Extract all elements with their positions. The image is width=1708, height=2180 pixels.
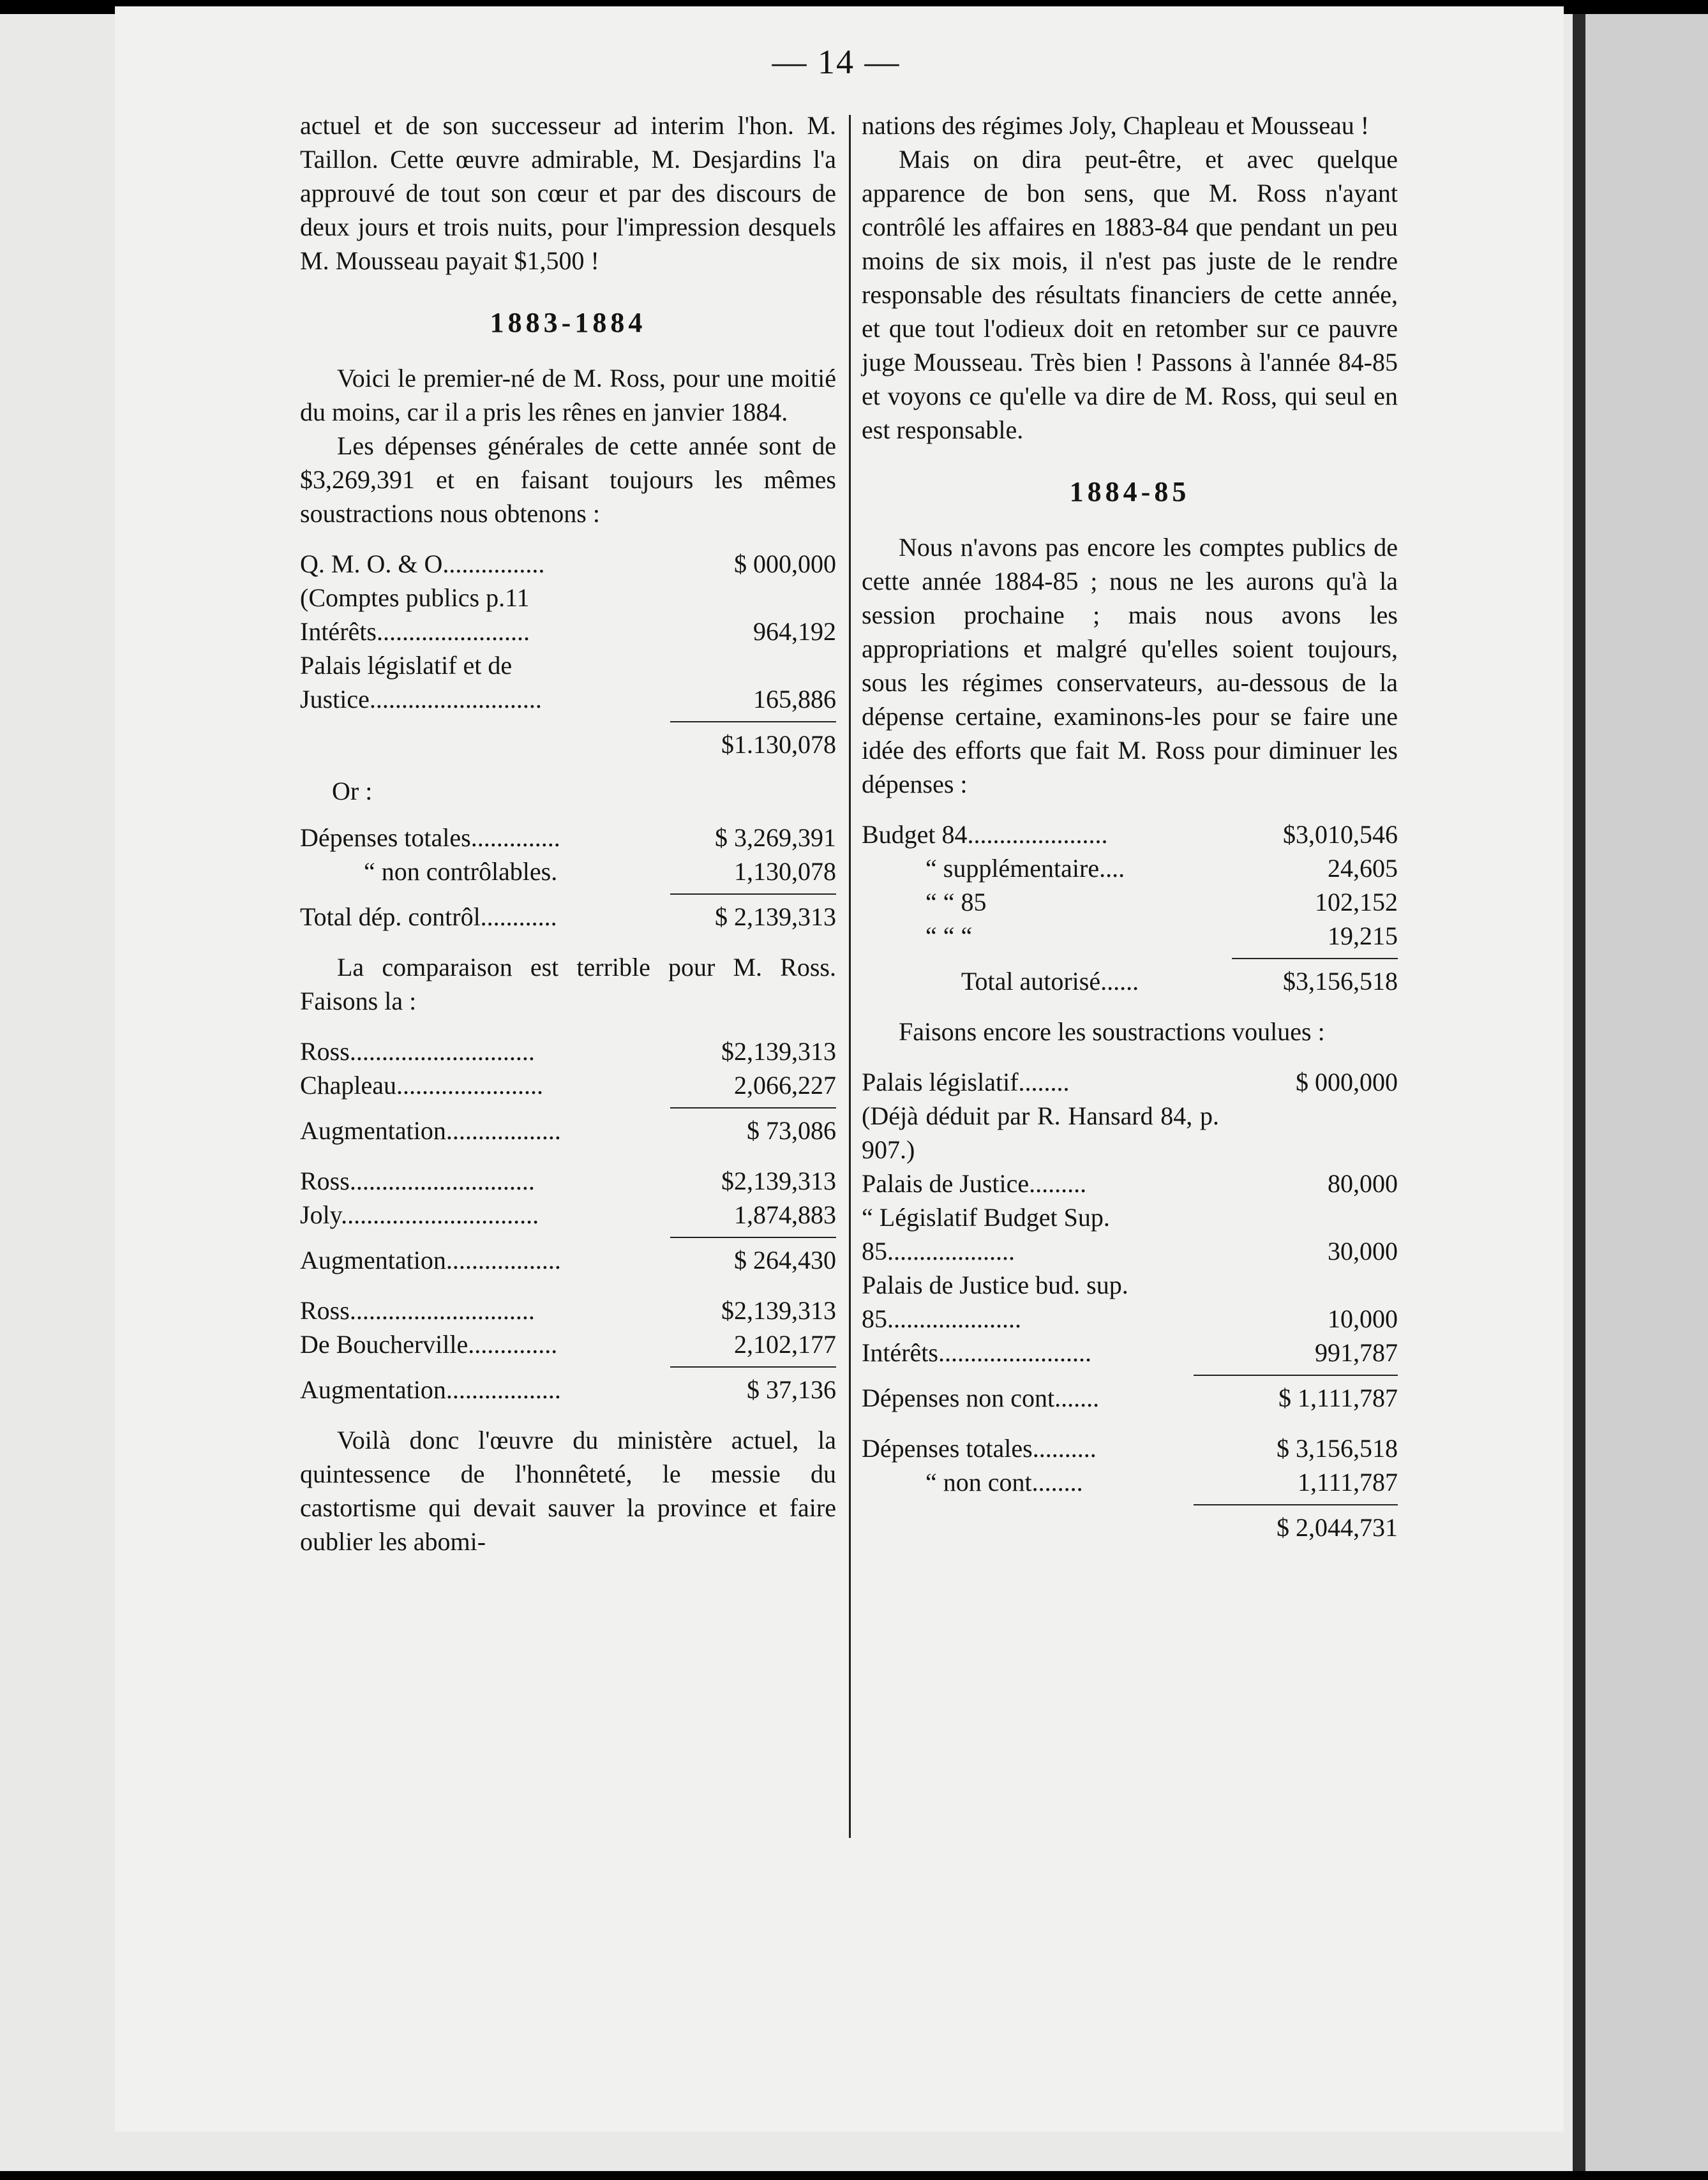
sum-rule xyxy=(670,721,836,722)
subtractions-table-1884 xyxy=(862,1065,1398,1415)
nations-paragraph: nations des régimes Joly, Chapleau et Mousseau ! xyxy=(862,111,1370,140)
table-row: Intérêts........................ 991,787 xyxy=(862,1338,1398,1367)
table-row: Ross............................. $2,139,313 xyxy=(300,1167,836,1195)
voila-paragraph: Voilà donc l'œuvre du ministère actuel, la quintessence de l'honnêteté, le messie du castortisme qui devait sauver la province et faire oublier les abomi- xyxy=(300,1426,836,1556)
table-row: Budget 84...................... $3,010,546 xyxy=(862,820,1398,849)
table-total: Augmentation.................. $ 264,430 xyxy=(300,1246,836,1274)
total-table-1883 xyxy=(300,821,836,934)
table-row: Ross............................. $2,139,313 xyxy=(300,1296,836,1325)
table-row: “ non cont........ 1,111,787 xyxy=(925,1468,1398,1497)
adjacent-page-strip xyxy=(1585,14,1708,2171)
table-row: Intérêts........................ 964,192 xyxy=(300,617,836,646)
or-label: Or : xyxy=(332,777,373,805)
budget-table-1884 xyxy=(862,818,1398,998)
table-row: (Comptes publics p.11 xyxy=(300,583,530,612)
subtractions-table-1883 xyxy=(300,547,836,761)
comparaison-paragraph: La comparaison est terrible pour M. Ross. Faisons la : xyxy=(300,953,836,1015)
table-row: Dépenses totales.......... $ 3,156,518 xyxy=(862,1434,1398,1463)
column-divider xyxy=(849,115,851,1838)
table-total: Dépenses non cont....... $ 1,111,787 xyxy=(862,1384,1398,1412)
faisons-paragraph: Faisons encore les soustractions voulues : xyxy=(899,1017,1325,1046)
depenses-paragraph: Les dépenses générales de cette année sont de $3,269,391 et en faisant toujours les mêmes soustractions nous obtenons : xyxy=(300,431,836,528)
table-row: Joly............................... 1,874,883 xyxy=(300,1200,836,1229)
table-row: “ Législatif Budget Sup. 85.................... 30,000 xyxy=(862,1203,1398,1265)
sum-rule xyxy=(670,1237,836,1238)
sum-rule xyxy=(670,1107,836,1109)
table-row: Chapleau....................... 2,066,227 xyxy=(300,1071,836,1100)
table-row: De Boucherville.............. 2,102,177 xyxy=(300,1330,836,1359)
table-note: (Déjà déduit par R. Hansard 84, p. 907.) xyxy=(862,1101,1219,1164)
table-row: “ “ “ 19,215 xyxy=(925,922,1398,950)
table-total: $1.130,078 xyxy=(721,730,836,759)
page-edge-shadow xyxy=(1573,14,1585,2171)
table-row: Q. M. O. & O................ $ 000,000 xyxy=(300,549,836,578)
comparison-boucherville xyxy=(300,1294,836,1407)
sum-rule xyxy=(1194,1375,1398,1376)
mais-paragraph: Mais on dira peut-être, et avec quelque apparence de bon sens, que M. Ross n'ayant contrôlé les affaires en 1883-84 que pendant un peu moins de six mois, il n'est pas juste de le rendre responsable des résultats financiers de cette année, et que tout l'odieux doit en retomber sur ce pauvre juge Mousseau. Très bien ! Passons à l'année 84-85 et voyons ce qu'elle va dire de M. Ross, qui seul en est responsable. xyxy=(862,145,1398,444)
sum-rule xyxy=(1232,958,1398,959)
table-total: Augmentation.................. $ 37,136 xyxy=(300,1375,836,1404)
section-heading-1883: 1883-1884 xyxy=(490,307,647,338)
table-row: Palais législatif et de Justice........................... 165,886 xyxy=(300,651,836,713)
table-row: “ non contrôlables. 1,130,078 xyxy=(364,857,836,886)
table-total: Augmentation.................. $ 73,086 xyxy=(300,1116,836,1145)
table-total: Total dép. contrôl............ $ 2,139,313 xyxy=(300,902,836,931)
ross-paragraph: Voici le premier-né de M. Ross, pour une moitié du moins, car il a pris les rênes en janvier 1884. xyxy=(300,364,836,426)
table-row: Ross............................. $2,139,313 xyxy=(300,1037,836,1066)
comparison-joly xyxy=(300,1164,836,1277)
table-row: Palais législatif........ $ 000,000 xyxy=(862,1068,1398,1096)
section-heading-1884: 1884-85 xyxy=(1069,476,1190,507)
right-column xyxy=(862,108,1398,1544)
table-row: “ “ 85 102,152 xyxy=(925,888,1398,916)
table-total: $ 2,044,731 xyxy=(1277,1513,1398,1542)
table-total: Total autorisé...... $3,156,518 xyxy=(961,967,1398,996)
comparison-chapleau xyxy=(300,1034,836,1147)
sum-rule xyxy=(670,893,836,895)
table-row: Palais de Justice bud. sup. 85..................... 10,000 xyxy=(862,1271,1398,1333)
table-row: Palais de Justice......... 80,000 xyxy=(862,1169,1398,1198)
page-number: — 14 — xyxy=(772,43,901,81)
nous-paragraph: Nous n'avons pas encore les comptes publics de cette année 1884-85 ; nous ne les aurons qu'à la session prochaine ; mais nous avons les appropriations et malgré qu'elles soient toujours, sous les régimes conservateurs, au-dessous de la dépense certaine, examinons-les pour se faire une idée des efforts que fait M. Ross pour diminuer les dépenses : xyxy=(862,533,1398,798)
table-row: “ supplémentaire.... 24,605 xyxy=(925,854,1398,883)
left-column xyxy=(300,108,836,1558)
table-row: Dépenses totales.............. $ 3,269,391 xyxy=(300,823,836,852)
intro-paragraph: actuel et de son successeur ad interim l'hon. M. Taillon. Cette œuvre admirable, M. Desjardins l'a approuvé de tout son cœur et par des discours de deux jours et trois nuits, pour l'impression desquels M. Mousseau payait $1,500 ! xyxy=(300,111,836,275)
sum-rule xyxy=(670,1366,836,1368)
sum-rule xyxy=(1194,1504,1398,1505)
final-table-1884 xyxy=(862,1431,1398,1544)
